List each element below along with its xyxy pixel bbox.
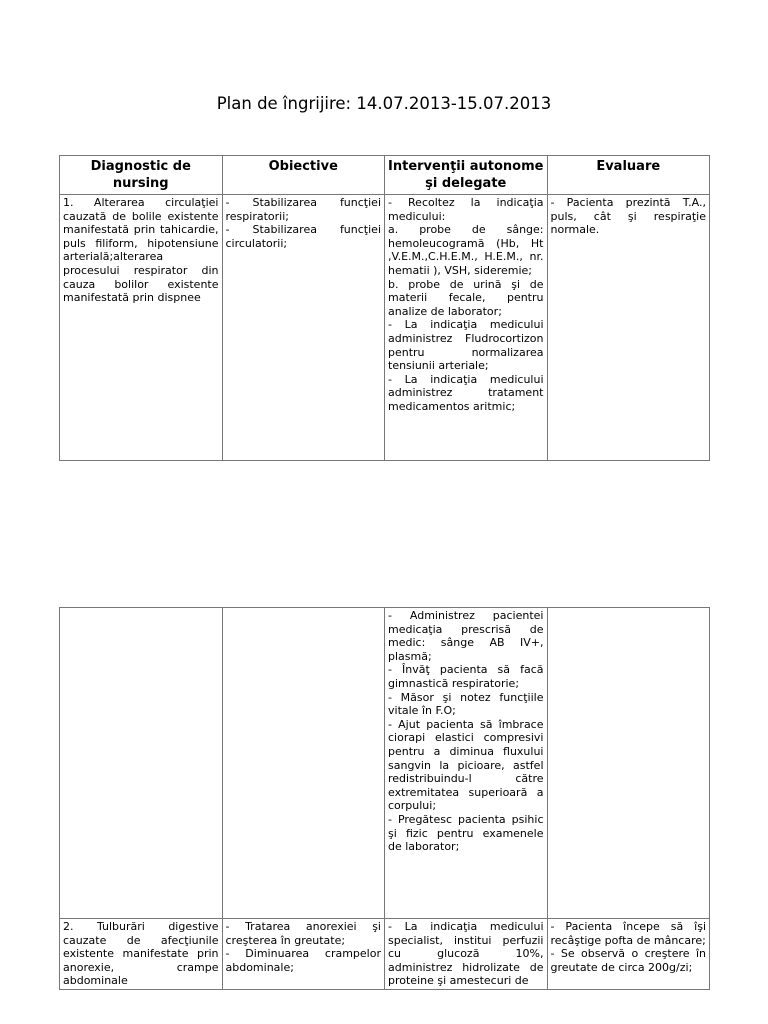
list-item: - Învăţ pacienta să facă gimnastică respiratorie; — [388, 663, 544, 690]
header-interventii: Intervenţii autonome şi delegate — [385, 156, 548, 195]
list-item: - Tratarea anorexiei şi creşterea în greutate; — [225, 920, 381, 947]
table-row — [60, 919, 710, 990]
list-item: - Stabilizarea funcţiei circulatorii; — [225, 223, 381, 250]
evaluare-cell — [547, 919, 710, 990]
header-diagnostic: Diagnostic de nursing — [60, 156, 223, 195]
list-item: - Pregătesc pacienta psihic şi fizic pentru examenele de laborator; — [388, 812, 544, 854]
list-item: - Pacienta începe să îşi recâştige pofta de mâncare; — [550, 920, 706, 947]
page-title: Plan de îngrijire: 14.07.2013-15.07.2013 — [216, 94, 552, 113]
list-item: - Se observă o creştere în greutate de circa 200g/zi; — [550, 947, 706, 974]
diagnostic-cell: 2. Tulburări digestive cauzate de afecţiunile existente manifestate prin anorexie, crampe abdominale — [60, 919, 223, 990]
table-row — [60, 608, 710, 919]
list-item: - Ajut pacienta să îmbrace ciorapi elastici compresivi pentru a diminua fluxului sangvin la picioare, astfel redistribuindu-l către extremitatea superioară a corpului; — [388, 717, 544, 813]
list-item: - La indicaţia medicului administrez Fludrocortizon pentru normalizarea tensiunii arteriale; — [388, 318, 544, 373]
diagnostic-cell: 1. Alterarea circulaţiei cauzată de bolile existente manifestată prin tahicardie, puls filiform, hipotensiune arterială;alterarea procesului respirator din cauza bolilor existente manifestată prin dispnee — [60, 195, 223, 461]
evaluare-cell: - Pacienta prezintă T.A., puls, cât şi respiraţie normale. — [547, 195, 710, 461]
list-item: b. probe de urină şi de materii fecale, pentru analize de laborator; — [388, 277, 544, 318]
care-plan-table-continued — [59, 607, 710, 990]
list-item: - La indicaţia medicului administrez tratament medicamentos aritmic; — [388, 372, 544, 413]
interventii-cell — [385, 919, 548, 990]
header-evaluare: Evaluare — [547, 156, 710, 195]
header-obiective: Obiective — [222, 156, 385, 195]
interventii-cell — [385, 608, 548, 919]
list-item: a. probe de sânge: hemoleucogramă (Hb, Ht ,V.E.M.,C.H.E.M., H.E.M., nr. hematii ), VSH, sideremie; — [388, 223, 544, 277]
list-item: - La indicaţia medicului specialist, institui perfuzii cu glucoză 10%, administrez hidrolizate de proteine şi amestecuri de — [388, 920, 544, 988]
obiective-cell — [222, 919, 385, 990]
obiective-cell — [222, 608, 385, 919]
list-item: - Stabilizarea funcţiei respiratorii; — [225, 196, 381, 223]
diagnostic-cell — [60, 608, 223, 919]
evaluare-cell — [547, 608, 710, 919]
list-item: - Diminuarea crampelor abdominale; — [225, 947, 381, 974]
list-item: - Administrez pacientei medicaţia prescrisă de medic: sânge AB IV+, plasmă; — [388, 609, 544, 663]
list-item: - Măsor şi notez funcţiile vitale în F.O; — [388, 690, 544, 718]
list-item: - Recoltez la indicaţia medicului: — [388, 196, 544, 223]
